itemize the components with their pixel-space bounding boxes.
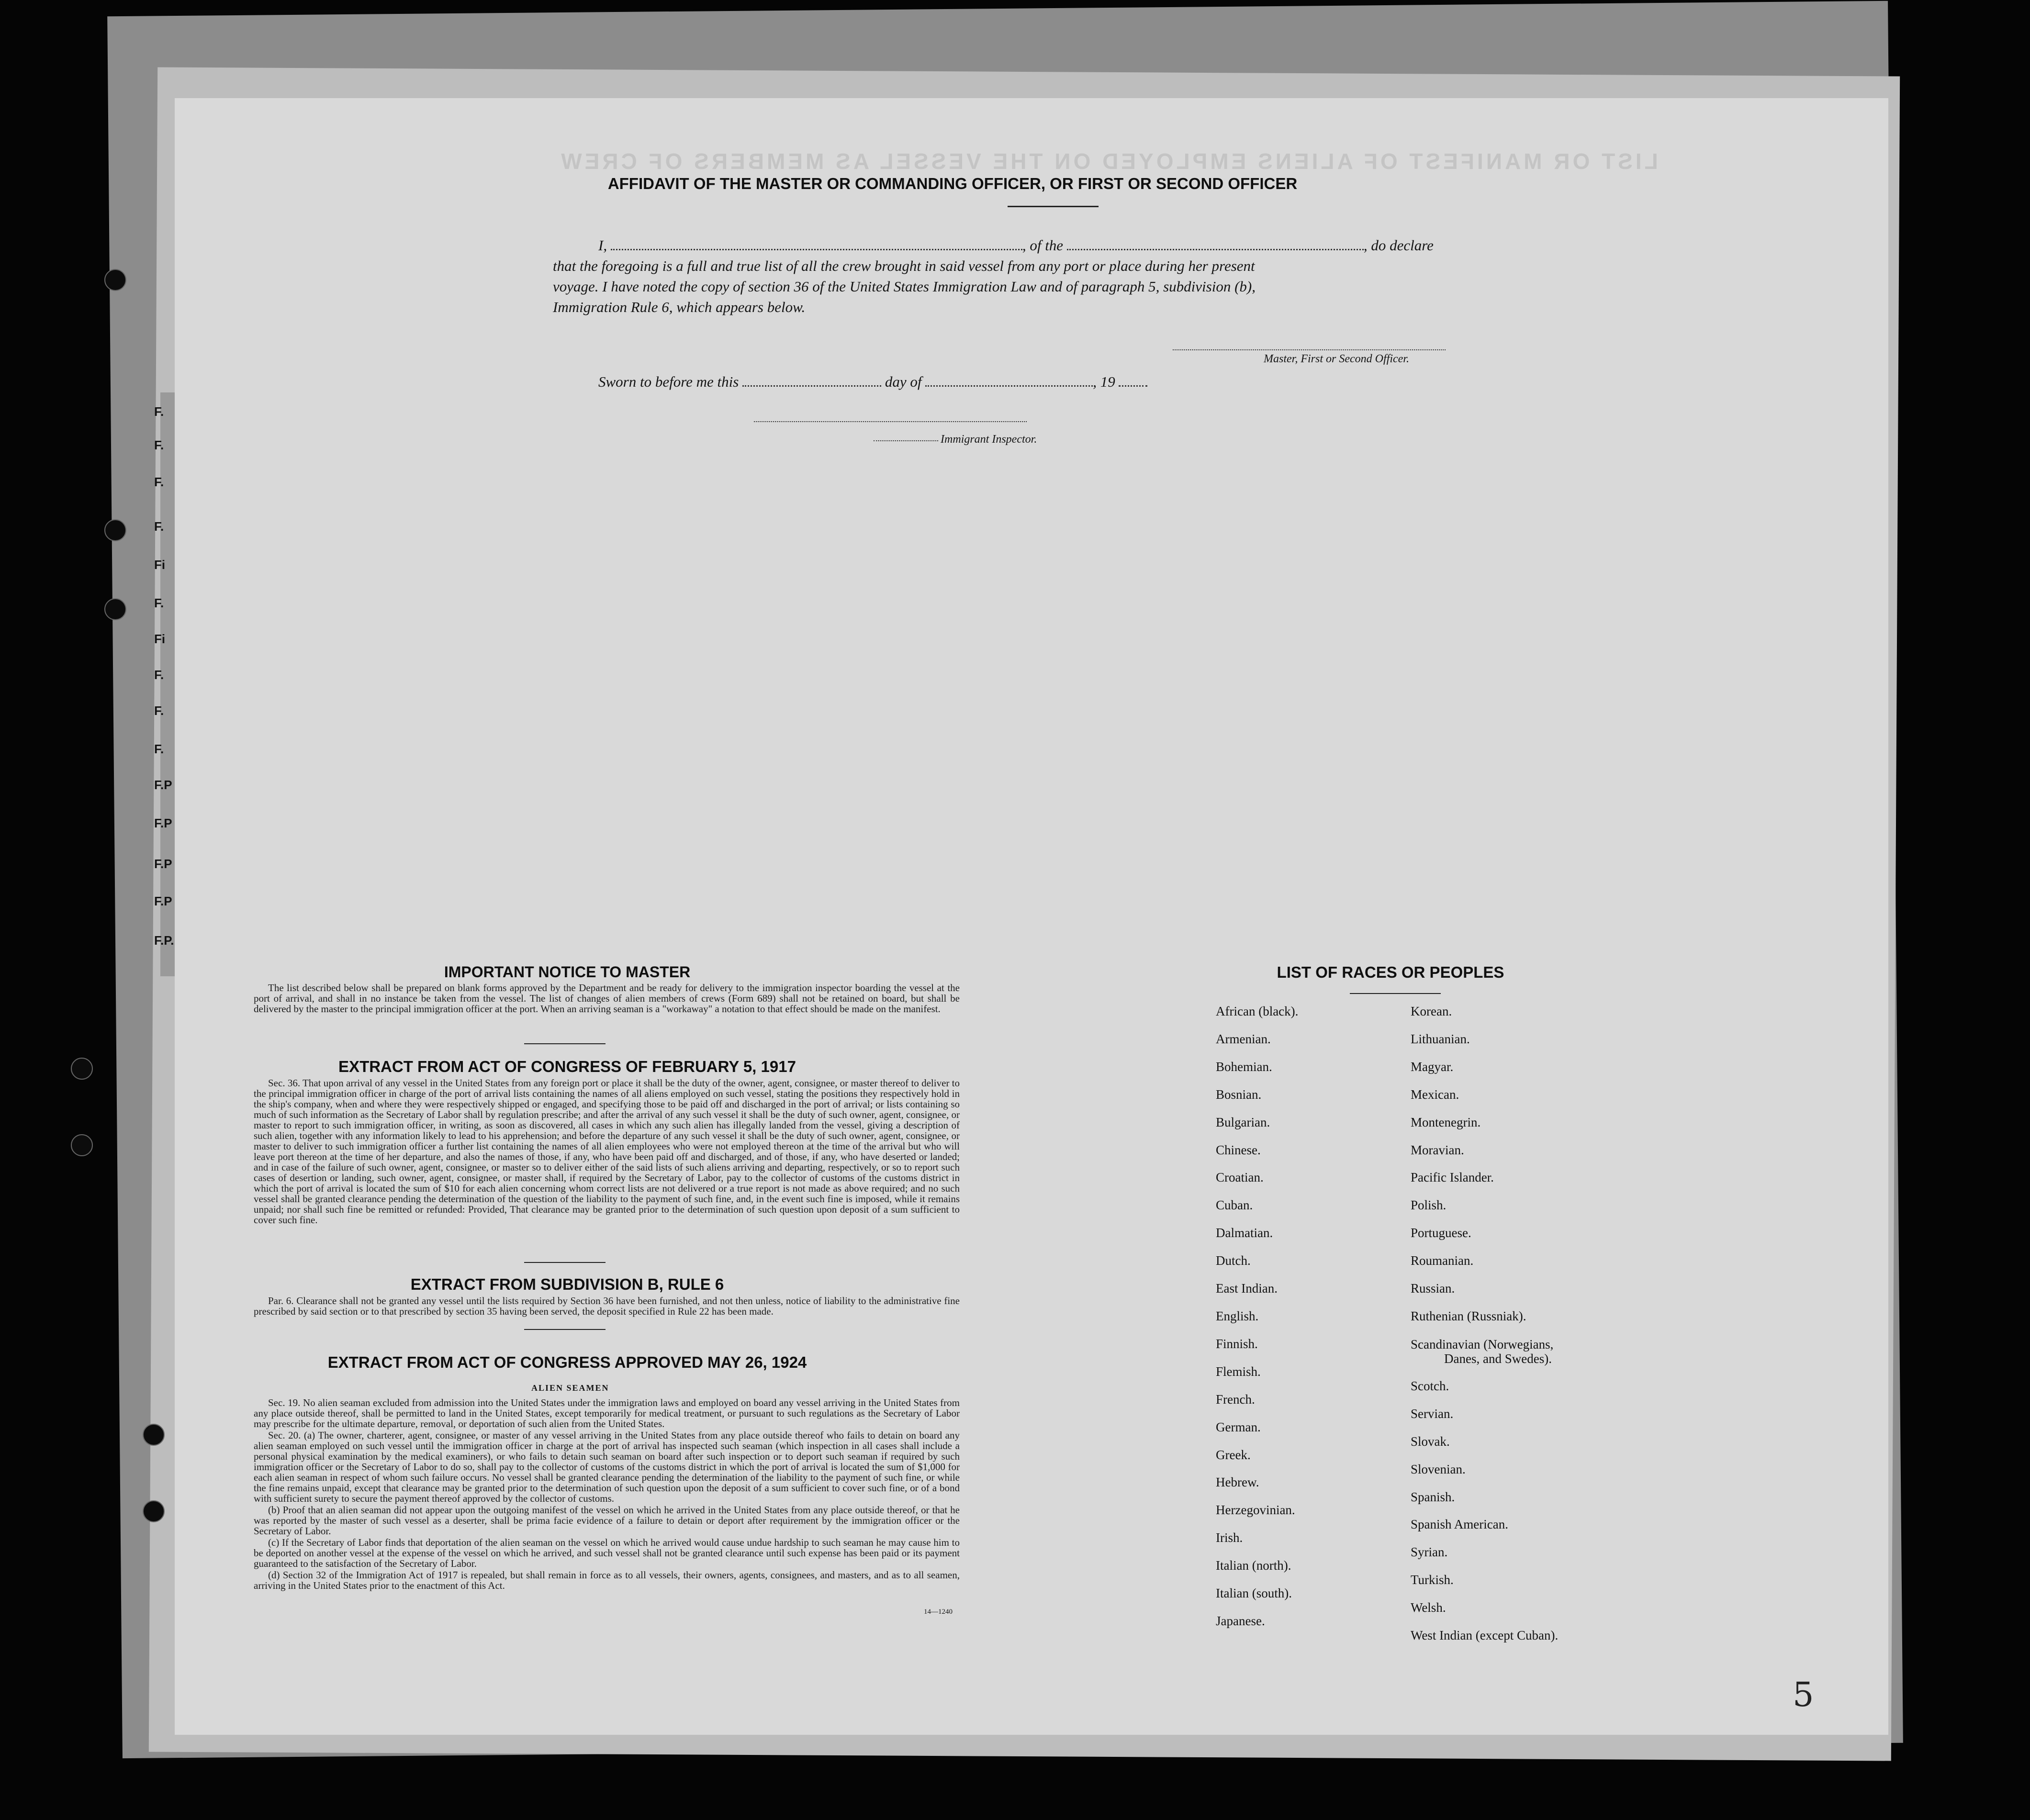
edge-letter: F. — [154, 596, 164, 610]
edge-letter: F. — [154, 438, 164, 452]
declarant-prefix: I, — [598, 237, 607, 254]
notice-text — [254, 983, 960, 1015]
year-prefix: , 19 — [1093, 373, 1115, 390]
extract-1917-text — [254, 1078, 960, 1226]
inspector-signature-label: Immigrant Inspector. — [941, 433, 1037, 446]
race-entry: African (black). — [1216, 1004, 1299, 1018]
inspector-label-leader — [874, 440, 938, 441]
extract-rule6-title: EXTRACT FROM SUBDIVISION B, RULE 6 — [410, 1275, 724, 1293]
races-left-column — [1216, 998, 1298, 1635]
race-entry: Mexican. — [1411, 1087, 1459, 1102]
race-entry: Servian. — [1411, 1406, 1454, 1421]
race-entry: Japanese. — [1216, 1613, 1265, 1628]
race-entry: Spanish American. — [1411, 1517, 1508, 1532]
extract-1917-title: EXTRACT FROM ACT OF CONGRESS OF FEBRUARY 5, 1917 — [338, 1058, 796, 1075]
race-entry: Hebrew. — [1216, 1475, 1259, 1490]
race-entry: Spanish. — [1411, 1489, 1455, 1504]
extract-1924-title: EXTRACT FROM ACT OF CONGRESS APPROVED MAY 26, 1924 — [327, 1353, 807, 1371]
race-entry: Turkish. — [1411, 1573, 1454, 1587]
race-entry: West Indian (except Cuban). — [1411, 1628, 1559, 1643]
sworn-day-blank — [742, 385, 881, 387]
race-entry: East Indian. — [1216, 1281, 1278, 1296]
notice-paragraph: The list described below shall be prepared on blank forms approved by the Department and be ready for delivery to the immigration inspector boarding the vessel at the port of arrival, and shall in no instance be taken from the vessel. The list of changes of alien members of crews (Form 689) shall not be retained on board, but shall be delivered by the master to the principal immigration officer at the port. When an arriving seaman is a "workaway" a notation to that effect should be made on the manifest. — [254, 982, 960, 1015]
race-entry: Welsh. — [1411, 1600, 1446, 1615]
corner-page-number: 5 — [1793, 1675, 1814, 1714]
edge-letter: Fi — [154, 632, 166, 646]
sec-20b-paragraph: (b) Proof that an alien seaman did not appear upon the outgoing manifest of the vessel on which he arrived in the United States from any place outside thereof, or that he was reported by the master of such vessel as a deserter, shall be prima facie evidence of a failure to detain or deport after requirement by the immigration officer or the Secretary of Labor. — [254, 1504, 960, 1537]
race-entry: Croatian. — [1216, 1170, 1264, 1185]
punch-hole — [71, 1134, 93, 1156]
race-entry: Finnish. — [1216, 1336, 1258, 1351]
affidavit-line-2: that the foregoing is a full and true list of all the crew brought in said vessel from any port or place during her present — [553, 257, 1255, 274]
sworn-line — [598, 373, 1147, 391]
edge-letter: F.P. — [154, 933, 174, 948]
race-entry: Bulgarian. — [1216, 1115, 1270, 1129]
race-entry: Greek. — [1216, 1447, 1251, 1462]
edge-letter: F. — [154, 668, 164, 682]
race-entry: Scandinavian (Norwegians, — [1411, 1337, 1554, 1351]
race-entry: Bohemian. — [1216, 1059, 1272, 1074]
sec-20c-paragraph: (c) If the Secretary of Labor finds that deportation of the alien seaman on the vessel on which he arrived would cause undue hardship to such seaman he may cause him to be deported on another vessel at the expense of the vessel on which he arrived, and such vessel shall not be granted clearance until such expense has been paid or its payment guaranteed to the satisfaction of the Secretary of Labor. — [254, 1537, 960, 1569]
inspector-signature-line[interactable] — [754, 421, 1027, 422]
races-title-rule — [1350, 993, 1441, 994]
edge-letter: F. — [154, 404, 164, 419]
edge-letter: Fi — [154, 558, 166, 572]
race-entry: Korean. — [1411, 1004, 1452, 1018]
sec-19-paragraph: Sec. 19. No alien seaman excluded from admission into the United States under the immigration laws and employed on board any vessel arriving in the United States from any place outside thereof, shall be permitted to land in the United States, except temporarily for medical treatment, or pursuant to such regulations as the Secretary of Labor may prescribe for the ultimate departure, removal, or deportation of such alien from the United States. — [254, 1397, 960, 1429]
race-entry: Roumanian. — [1411, 1253, 1474, 1268]
race-entry: Danes, and Swedes). — [1444, 1351, 1552, 1366]
sworn-year-blank — [1119, 385, 1147, 387]
punch-hole — [143, 1500, 165, 1522]
extract-1924-text — [254, 1397, 960, 1592]
race-entry: Armenian. — [1216, 1031, 1271, 1046]
alien-seamen-subtitle: ALIEN SEAMEN — [531, 1383, 609, 1393]
punch-hole — [71, 1058, 93, 1080]
race-entry: Polish. — [1411, 1198, 1447, 1213]
edge-letter: F.P — [154, 894, 172, 908]
race-entry: Pacific Islander. — [1411, 1170, 1494, 1185]
notice-title: IMPORTANT NOTICE TO MASTER — [444, 963, 691, 981]
sec-20a-paragraph: Sec. 20. (a) The owner, charterer, agent, consignee, or master of any vessel arriving in the United States from any place outside thereof who fails to detain on board any alien seaman employed on such vessel until the immigration officer in charge at the port of arrival has inspected such seaman (which inspection in all cases shall include a personal physical examination by the medical examiners), or who fails to detain such seaman on board after such inspection or to deport such seaman if required by such immigration officer or the Secretary of Labor to do so, shall pay to the collector of customs of the customs district in which the port of arrival is located the sum of $1,000 for each alien seaman in respect of whom such failure occurs. No vessel shall be granted clearance pending the determination of the liability to the payment of such fine, or while the fine remains unpaid, except that clearance may be granted prior to the determination of such question upon the deposit of a sum sufficient to cover such fine, or of a bond with sufficient surety to secure the payment thereof approved by the collector of customs. — [254, 1429, 960, 1504]
race-entry: Flemish. — [1216, 1364, 1261, 1379]
master-signature-label: Master, First or Second Officer. — [1264, 353, 1409, 365]
race-entry: Slovenian. — [1411, 1462, 1466, 1476]
punch-hole — [104, 598, 126, 620]
affidavit-line-4: Immigration Rule 6, which appears below. — [553, 299, 806, 315]
edge-letter: F. — [154, 519, 164, 534]
edge-letter: F.P — [154, 857, 172, 871]
day-of-label: day of — [885, 373, 922, 390]
race-entry: Slovak. — [1411, 1434, 1450, 1449]
race-entry: Magyar. — [1411, 1059, 1454, 1074]
race-entry: Ruthenian (Russniak). — [1411, 1308, 1526, 1323]
race-entry: Bosnian. — [1216, 1087, 1262, 1102]
race-entry: Irish. — [1216, 1530, 1243, 1545]
punch-hole — [143, 1424, 165, 1446]
sworn-month-blank — [925, 385, 1093, 387]
affidavit-line-3: voyage. I have noted the copy of section 36 of the United States Immigration Law and of paragraph 5, subdivision (b), — [553, 278, 1256, 295]
extract-1917-divider — [524, 1262, 606, 1263]
races-title: LIST OF RACES OR PEOPLES — [1277, 963, 1504, 981]
punch-hole — [104, 269, 126, 291]
edge-letter: F.P — [154, 778, 172, 792]
vessel-name-blank — [1067, 249, 1364, 250]
do-declare-label: , do declare — [1363, 237, 1434, 254]
extract-rule6-paragraph: Par. 6. Clearance shall not be granted any vessel until the lists required by Section 36 have been furnished, and not then unless, notice of liability to the administrative fine prescribed by said section or to that prescribed by section 35 having been served, the deposit specified in Rule 22 has been made. — [254, 1295, 960, 1317]
affidavit-title-rule — [1008, 206, 1099, 207]
race-entry: Dutch. — [1216, 1253, 1251, 1268]
edge-letter: F. — [154, 475, 164, 489]
edge-letter: F. — [154, 742, 164, 756]
form-number: 14—1240 — [924, 1608, 953, 1616]
edge-letter: F. — [154, 703, 164, 718]
race-entry: Italian (north). — [1216, 1558, 1291, 1573]
notice-divider — [524, 1043, 606, 1044]
race-entry: Cuban. — [1216, 1198, 1253, 1213]
affidavit-line-1 — [598, 237, 1434, 254]
race-entry: Montenegrin. — [1411, 1115, 1481, 1129]
master-signature-line[interactable] — [1173, 349, 1446, 350]
race-entry: Scotch. — [1411, 1378, 1449, 1393]
race-entry: Portuguese. — [1411, 1226, 1471, 1240]
extract-rule6-divider — [524, 1329, 606, 1330]
race-entry: Lithuanian. — [1411, 1031, 1470, 1046]
race-entry: Syrian. — [1411, 1545, 1448, 1560]
sec-20d-paragraph: (d) Section 32 of the Immigration Act of 1917 is repealed, but shall remain in force as to all vessels, their owners, agents, consignees, and masters, and as to all seamen, arriving in the United States prior to the enactment of this Act. — [254, 1569, 960, 1591]
race-entry: Moravian. — [1411, 1142, 1464, 1157]
race-entry: French. — [1216, 1392, 1255, 1407]
race-entry: Herzegovinian. — [1216, 1503, 1295, 1518]
punch-hole — [104, 519, 126, 541]
race-entry: English. — [1216, 1308, 1259, 1323]
of-the-label: , of the — [1022, 237, 1064, 254]
race-entry: Italian (south). — [1216, 1586, 1292, 1601]
declarant-name-blank — [611, 249, 1022, 250]
race-entry: Russian. — [1411, 1281, 1455, 1296]
races-right-column — [1411, 998, 1558, 1650]
extract-rule6-text — [254, 1295, 960, 1318]
edge-letter: F.P — [154, 816, 172, 830]
manifest-page — [175, 98, 1888, 1735]
bleed-through-text: LIST OR MANIFEST OF ALIENS EMPLOYED ON THE VESSEL AS MEMBERS OF CREW — [558, 149, 1658, 174]
sworn-prefix: Sworn to before me this — [598, 373, 739, 390]
affidavit-title: AFFIDAVIT OF THE MASTER OR COMMANDING OFFICER, OR FIRST OR SECOND OFFICER — [607, 175, 1298, 192]
race-entry: German. — [1216, 1419, 1261, 1434]
race-entry: Dalmatian. — [1216, 1226, 1273, 1240]
race-entry: Chinese. — [1216, 1142, 1261, 1157]
extract-1917-paragraph: Sec. 36. That upon arrival of any vessel in the United States from any foreign port or place it shall be the duty of the owner, agent, consignee, or master thereof to deliver to the principal immigration officer in charge of the port of arrival lists containing the names of all aliens employed on such vessel, stating the positions they respectively hold in the ship's company, when and where they were respectively shipped or engaged, and specifying those to be paid off and discharged in the port of arrival; or lists containing so much of such information as the Secretary of Labor shall by regulation prescribe; and after the arrival of any such vessel it shall be the duty of such owner, agent, consignee, or master to report to such immigration officer, in writing, as soon as discovered, all cases in which any such alien has illegally landed from the vessel, giving a description of such alien, together with any information likely to lead to his apprehension; and before the departure of any such vessel it shall be the duty of such owner, agent, consignee, or master to deliver to such immigration officer a further list containing the names of all alien employees who were not employed thereon at the time of the arrival but who will leave port thereon at the time of her departure, and also the names of those, if any, who have been paid off and discharged, and of those, if any, who have deserted or landed; and in case of the failure of such owner, agent, consignee, or master so to deliver either of the said lists of such aliens arriving and departing, respectively, or so to report such cases of desertion or landing, such owner, agent, consignee, or master shall, if required by the Secretary of Labor, pay to the collector of customs of the customs district in which the port of arrival is located the sum of $10 for each alien concerning whom correct lists are not delivered or a true report is not made as above required; and no such vessel shall be granted clearance pending the determination of the question of the liability to the payment of such fine, and, in the event such fine is imposed, while it remains unpaid; nor shall such fine be remitted or refunded: Provided, That clearance may be granted prior to the determination of such question upon deposit of a sum sufficient to cover such fine. — [254, 1077, 960, 1226]
